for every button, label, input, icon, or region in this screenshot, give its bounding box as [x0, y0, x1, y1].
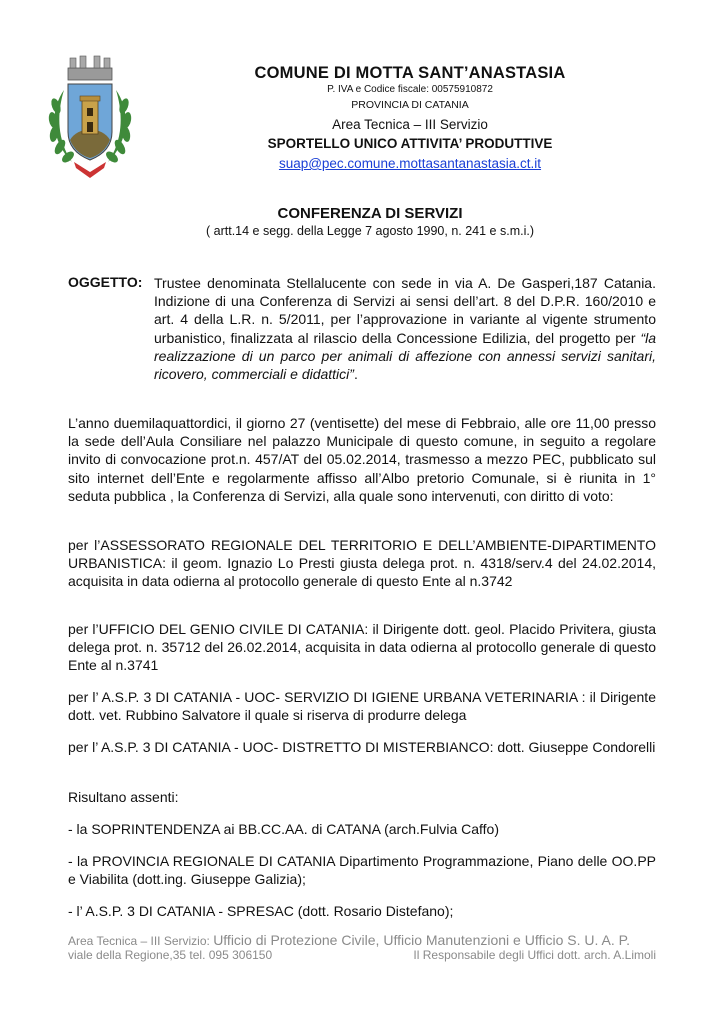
municipal-crest-icon	[44, 50, 136, 180]
absent-asp-spresac: - l’ A.S.P. 3 DI CATANIA - SPRESAC (dott. Rosario Distefano);	[68, 903, 454, 919]
attendee-regional-assessorate: per l’ASSESSORATO REGIONALE DEL TERRITORIO E DELL’AMBIENTE-DIPARTIMENTO URBANISTICA: il geom. Ignazio Lo Presti giusta delega prot. n. 4318/serv.4 del 24.02.2014, acquisita in data odierna al protocollo generale di questo Ente al n.3742	[68, 537, 656, 590]
footer-contact	[68, 948, 656, 962]
footer-manager: Il Responsabile degli Uffici dott. arch. A.Limoli	[413, 948, 656, 962]
conference-title: CONFERENZA DI SERVIZI	[277, 205, 463, 222]
vat-number: P. IVA e Codice fiscale: 00575910872	[327, 84, 493, 95]
footer-address: viale della Regione,35 tel. 095 306150	[68, 948, 273, 962]
province-name: PROVINCIA DI CATANIA	[351, 99, 469, 111]
office-name: SPORTELLO UNICO ATTIVITA’ PRODUTTIVE	[267, 136, 553, 151]
footer-office-list: Ufficio di Protezione Civile, Ufficio Manutenzioni e Ufficio S. U. A. P.	[213, 932, 631, 948]
attendee-genio-civile: per l’UFFICIO DEL GENIO CIVILE DI CATANIA: il Dirigente dott. geol. Placido Privitera, giusta delega prot. n. 35712 del 26.02.2014, acquisita in data odierna al protocollo generale di questo Ente al n.3741	[68, 621, 656, 674]
technical-area: Area Tecnica – III Servizio	[332, 117, 488, 132]
municipality-title: COMUNE DI MOTTA SANT’ANASTASIA	[254, 64, 566, 82]
absent-province: - la PROVINCIA REGIONALE DI CATANIA Dipartimento Programmazione, Piano delle OO.PP e Viabilita (dott.ing. Giuseppe Galizia);	[68, 853, 656, 888]
footer-area: Area Tecnica – III Servizio:	[68, 934, 210, 948]
absent-soprintendenza: - la SOPRINTENDENZA ai BB.CC.AA. di CATANA (arch.Fulvia Caffo)	[68, 821, 499, 837]
subject-text	[154, 274, 656, 383]
footer-offices	[68, 932, 656, 948]
subject-body: Trustee denominata Stellalucente con sede in via A. De Gasperi,187 Catania. Indizione di una Conferenza di Servizi ai sensi dell’art. 8 del D.P.R. 160/2010 e art. 4 della L.R. n. 5/2011, per l’approvazione in variante al vigente strumento urbanistico, finalizzata al rilascio della Concessione Edilizia, del progetto per	[154, 275, 656, 346]
attendee-asp-misterbianco: per l’ A.S.P. 3 DI CATANIA - UOC- DISTRETTO DI MISTERBIANCO: dott. Giuseppe Condorelli	[68, 739, 656, 755]
absent-heading: Risultano assenti:	[68, 789, 179, 805]
subject-end: .	[353, 366, 358, 383]
conference-subtitle: ( artt.14 e segg. della Legge 7 agosto 1990, n. 241 e s.m.i.)	[206, 224, 534, 238]
subject-project-title: “la realizzazione di un parco per animali di affezione con annessi servizi sanitari, ricovero, commerciali e didattici”	[154, 329, 656, 383]
attendee-asp-veterinary: per l’ A.S.P. 3 DI CATANIA - UOC- SERVIZIO DI IGIENE URBANA VETERINARIA : il Dirigente dott. vet. Rubbino Salvatore il quale si riserva di produrre delega	[68, 689, 656, 724]
email-link[interactable]: suap@pec.comune.mottasantanastasia.ct.it	[278, 156, 542, 171]
meeting-paragraph: L’anno duemilaquattordici, il giorno 27 (ventisette) del mese di Febbraio, alle ore 11,00 presso la sede dell’Aula Consiliare nel palazzo Municipale di questo comune, in seguito a regolare invito di convocazione prot.n. 457/AT del 05.02.2014, trasmesso a mezzo PEC, pubblicato sul sito internet dell’Ente e regolarmente affisso all’Albo pretorio Comunale, si è riunita in 1° seduta pubblica , la Conferenza di Servizi, alla quale sono intervenuti, con diritto di voto:	[68, 415, 656, 504]
subject-label: OGGETTO:	[68, 274, 143, 290]
